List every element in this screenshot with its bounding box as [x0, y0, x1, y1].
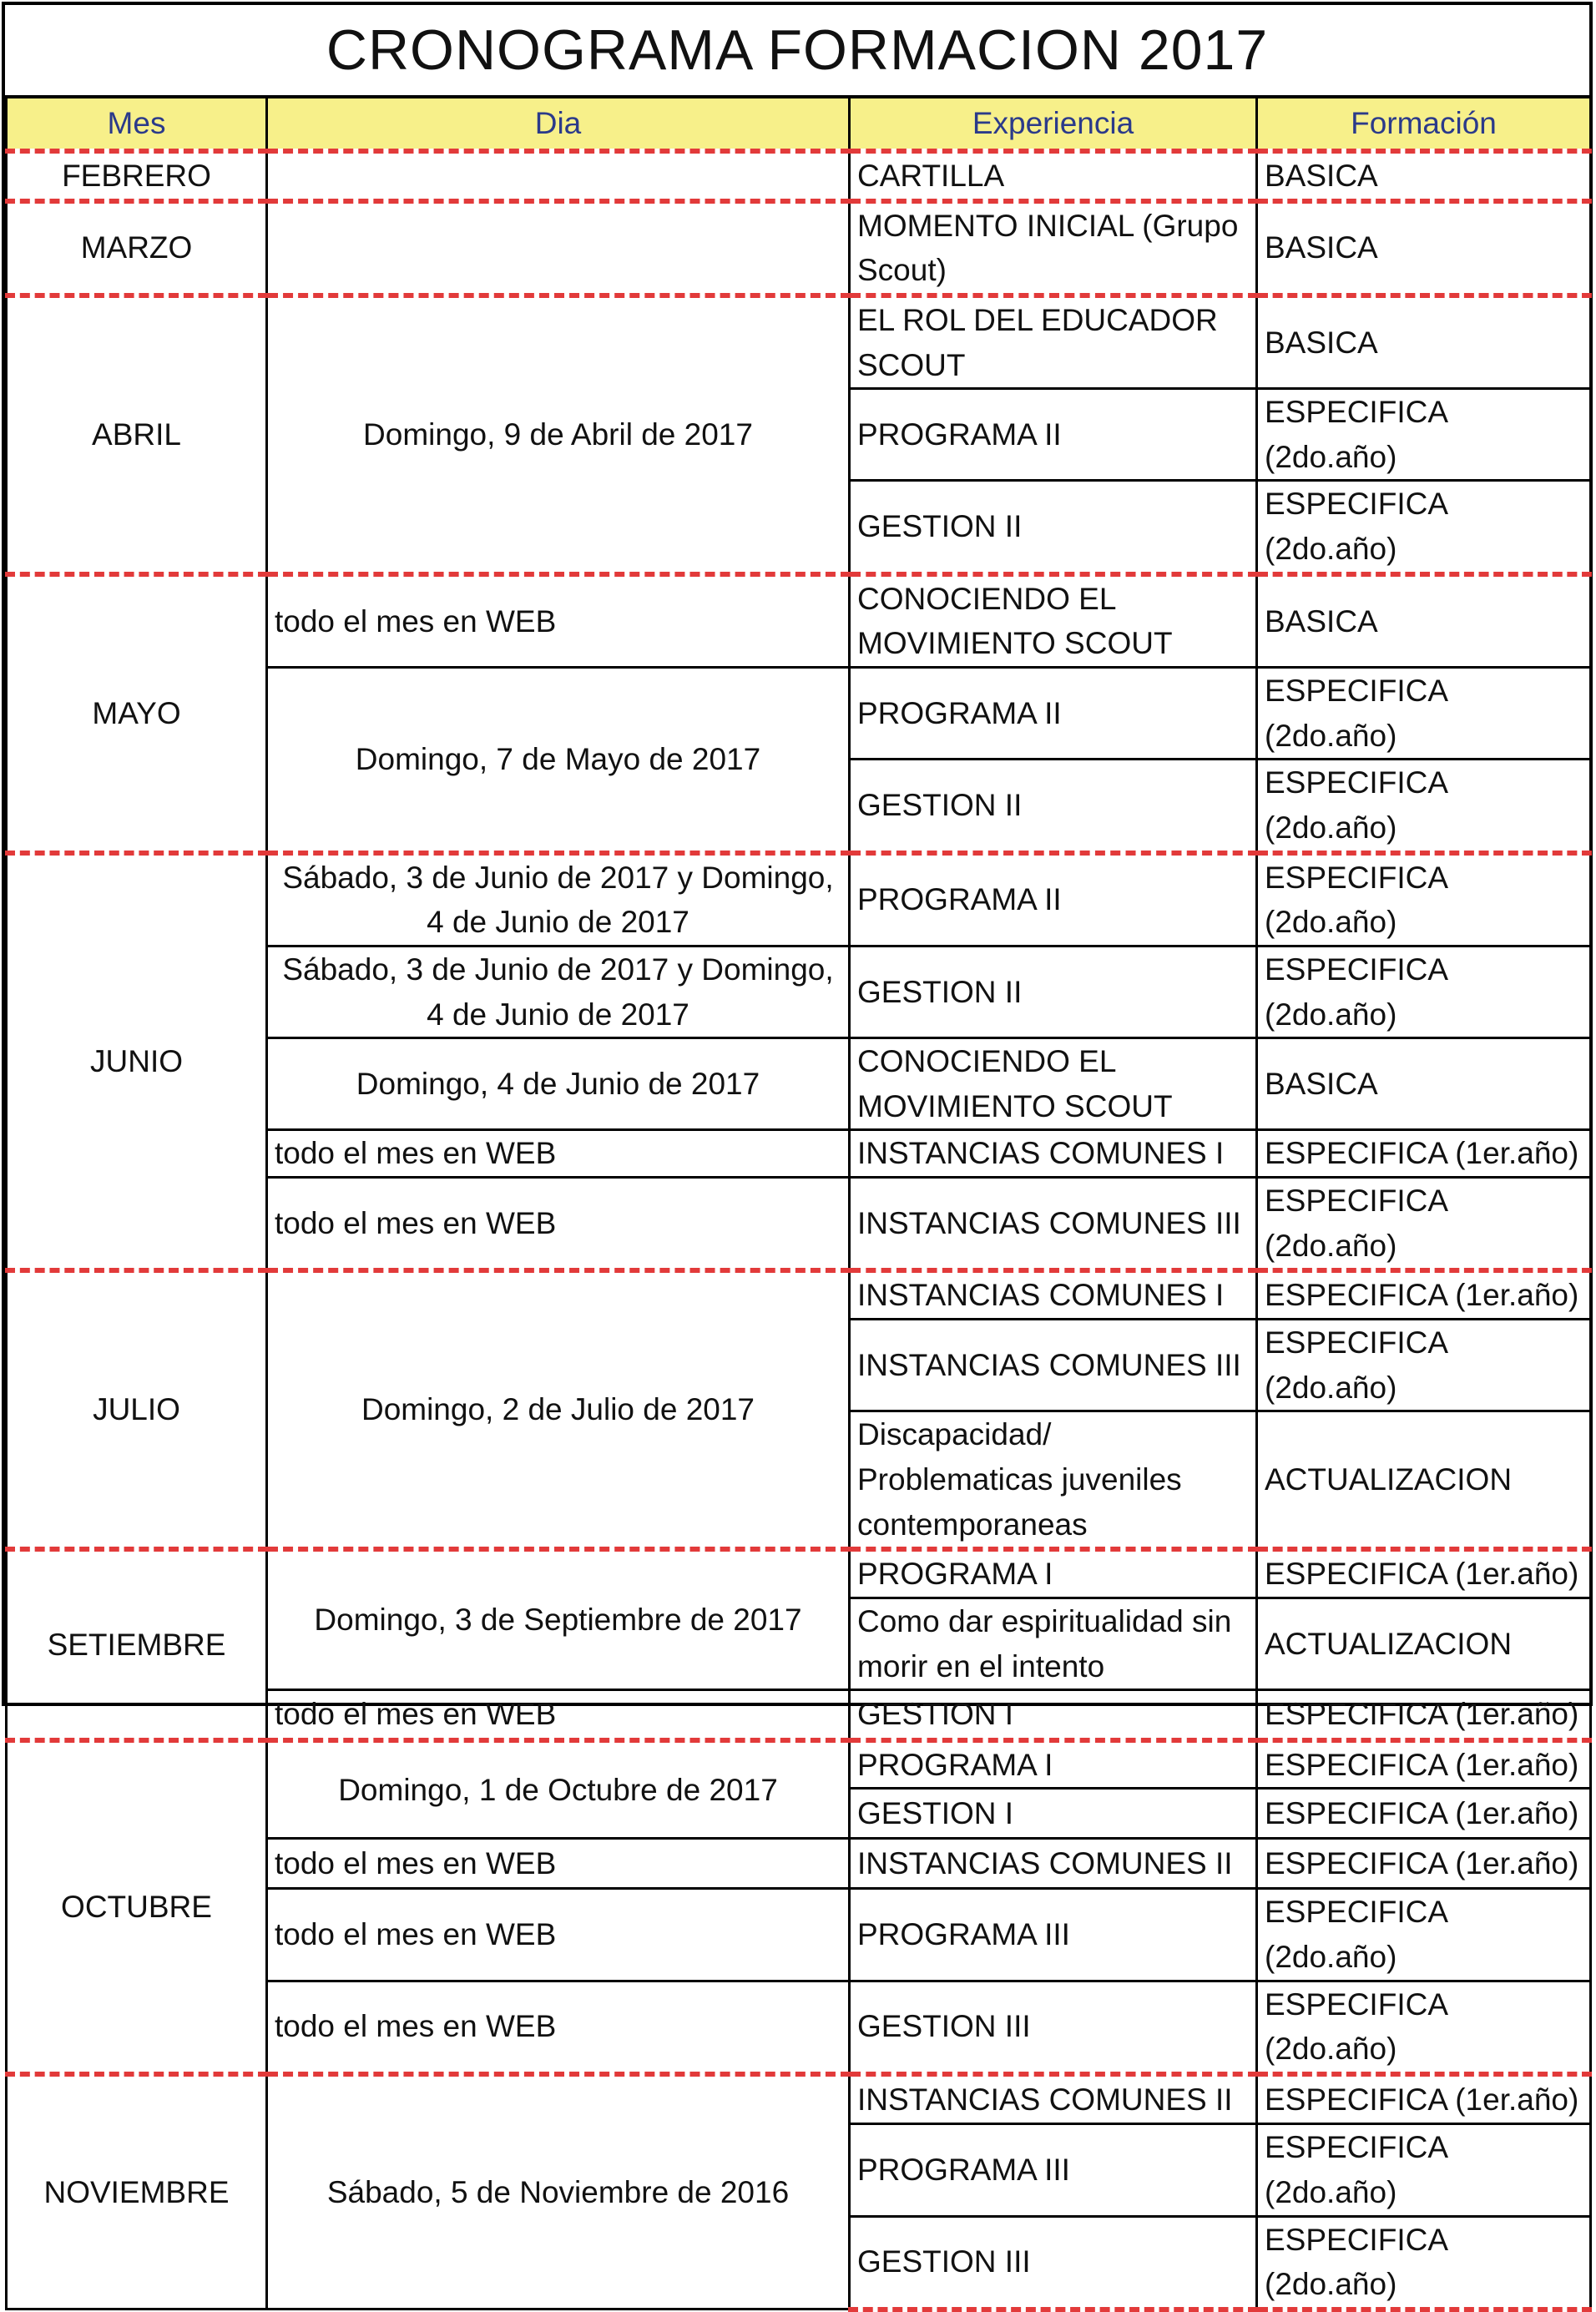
- day-cell: Domingo, 3 de Septiembre de 2017: [267, 1549, 850, 1689]
- day-cell: Domingo, 7 de Mayo de 2017: [267, 668, 850, 853]
- formation-cell: BASICA: [1257, 1038, 1591, 1130]
- experience-cell: PROGRAMA II: [850, 668, 1257, 760]
- table-row: [7, 1740, 1591, 1789]
- table-row: [7, 151, 1591, 201]
- experience-cell: GESTION I: [850, 1690, 1257, 1740]
- formation-cell: ESPECIFICA (2do.año): [1257, 1981, 1591, 2074]
- formation-cell: ESPECIFICA (1er.año): [1257, 1549, 1591, 1598]
- month-cell: SETIEMBRE: [7, 1549, 267, 1739]
- formation-cell: ESPECIFICA (2do.año): [1257, 853, 1591, 947]
- formation-cell: ACTUALIZACION: [1257, 1598, 1591, 1689]
- experience-cell: CONOCIENDO EL MOVIMIENTO SCOUT: [850, 1038, 1257, 1130]
- experience-cell: CARTILLA: [850, 151, 1257, 201]
- formation-cell: ESPECIFICA (2do.año): [1257, 1178, 1591, 1271]
- day-cell: Domingo, 9 de Abril de 2017: [267, 295, 850, 574]
- experience-cell: MOMENTO INICIAL (Grupo Scout): [850, 201, 1257, 295]
- month-cell: OCTUBRE: [7, 1740, 267, 2074]
- table-row: [7, 1270, 1591, 1319]
- experience-cell: INSTANCIAS COMUNES II: [850, 2074, 1257, 2124]
- formation-cell: ESPECIFICA (2do.año): [1257, 1320, 1591, 1411]
- formation-cell: ESPECIFICA (2do.año): [1257, 668, 1591, 760]
- day-cell: todo el mes en WEB: [267, 1178, 850, 1271]
- page-title: CRONOGRAMA FORMACION 2017: [326, 18, 1269, 82]
- experience-cell: CONOCIENDO EL MOVIMIENTO SCOUT: [850, 574, 1257, 668]
- schedule-table: [5, 95, 1592, 2312]
- formation-cell: ESPECIFICA (2do.año): [1257, 2124, 1591, 2216]
- experience-cell: PROGRAMA II: [850, 389, 1257, 481]
- experience-cell: EL ROL DEL EDUCADOR SCOUT: [850, 295, 1257, 389]
- formation-cell: BASICA: [1257, 574, 1591, 668]
- formation-cell: ESPECIFICA (2do.año): [1257, 1889, 1591, 1981]
- formation-cell: ACTUALIZACION: [1257, 1411, 1591, 1549]
- formation-cell: ESPECIFICA (2do.año): [1257, 389, 1591, 481]
- experience-cell: PROGRAMA III: [850, 1889, 1257, 1981]
- month-cell: NOVIEMBRE: [7, 2074, 267, 2309]
- formation-cell: ESPECIFICA (1er.año): [1257, 2074, 1591, 2124]
- day-cell: todo el mes en WEB: [267, 1889, 850, 1981]
- formation-cell: BASICA: [1257, 151, 1591, 201]
- header-mes: Mes: [7, 97, 267, 151]
- table-row: [7, 2074, 1591, 2124]
- table-row: [7, 1549, 1591, 1598]
- month-cell: MARZO: [7, 201, 267, 295]
- experience-cell: INSTANCIAS COMUNES I: [850, 1130, 1257, 1178]
- formation-cell: ESPECIFICA (2do.año): [1257, 760, 1591, 853]
- formation-cell: ESPECIFICA (2do.año): [1257, 946, 1591, 1037]
- formation-cell: ESPECIFICA (2do.año): [1257, 481, 1591, 574]
- header-dia: Dia: [267, 97, 850, 151]
- day-cell: todo el mes en WEB: [267, 1690, 850, 1740]
- formation-cell: ESPECIFICA (1er.año): [1257, 1690, 1591, 1740]
- experience-cell: PROGRAMA II: [850, 853, 1257, 947]
- experience-cell: GESTION II: [850, 481, 1257, 574]
- month-cell: JULIO: [7, 1270, 267, 1549]
- table-row: [7, 295, 1591, 389]
- day-cell: Sábado, 3 de Junio de 2017 y Domingo, 4 de Junio de 2017: [267, 946, 850, 1037]
- experience-cell: PROGRAMA III: [850, 2124, 1257, 2216]
- table-row: [7, 201, 1591, 295]
- month-cell: JUNIO: [7, 853, 267, 1271]
- day-cell: Domingo, 2 de Julio de 2017: [267, 1270, 850, 1549]
- formation-cell: ESPECIFICA (1er.año): [1257, 1789, 1591, 1839]
- experience-cell: GESTION II: [850, 946, 1257, 1037]
- experience-cell: GESTION I: [850, 1789, 1257, 1839]
- day-cell: [267, 151, 850, 201]
- day-cell: [267, 201, 850, 295]
- experience-cell: GESTION III: [850, 2216, 1257, 2309]
- formation-cell: ESPECIFICA (1er.año): [1257, 1130, 1591, 1178]
- formation-cell: BASICA: [1257, 295, 1591, 389]
- experience-cell: INSTANCIAS COMUNES III: [850, 1178, 1257, 1271]
- schedule-sheet: [2, 2, 1593, 2302]
- header-row: [7, 97, 1591, 151]
- formation-cell: BASICA: [1257, 201, 1591, 295]
- month-cell: ABRIL: [7, 295, 267, 574]
- experience-cell: INSTANCIAS COMUNES III: [850, 1320, 1257, 1411]
- header-experiencia: Experiencia: [850, 97, 1257, 151]
- header-formacion: Formación: [1257, 97, 1591, 151]
- formation-cell: ESPECIFICA (1er.año): [1257, 1839, 1591, 1889]
- day-cell: Domingo, 1 de Octubre de 2017: [267, 1740, 850, 1839]
- day-cell: Sábado, 3 de Junio de 2017 y Domingo, 4 de Junio de 2017: [267, 853, 850, 947]
- table-row: [7, 574, 1591, 668]
- formation-cell: ESPECIFICA (1er.año): [1257, 1740, 1591, 1789]
- formation-cell: ESPECIFICA (1er.año): [1257, 1270, 1591, 1319]
- experience-cell: GESTION III: [850, 1981, 1257, 2074]
- experience-cell: PROGRAMA I: [850, 1549, 1257, 1598]
- day-cell: Sábado, 5 de Noviembre de 2016: [267, 2074, 850, 2309]
- experience-cell: PROGRAMA I: [850, 1740, 1257, 1789]
- experience-cell: INSTANCIAS COMUNES I: [850, 1270, 1257, 1319]
- day-cell: todo el mes en WEB: [267, 1130, 850, 1178]
- formation-cell: ESPECIFICA (2do.año): [1257, 2216, 1591, 2309]
- month-cell: FEBRERO: [7, 151, 267, 201]
- experience-cell: Discapacidad/ Problematicas juveniles contemporaneas: [850, 1411, 1257, 1549]
- experience-cell: Como dar espiritualidad sin morir en el intento: [850, 1598, 1257, 1689]
- experience-cell: INSTANCIAS COMUNES II: [850, 1839, 1257, 1889]
- day-cell: todo el mes en WEB: [267, 1981, 850, 2074]
- table-row: [7, 853, 1591, 947]
- day-cell: Domingo, 4 de Junio de 2017: [267, 1038, 850, 1130]
- day-cell: todo el mes en WEB: [267, 574, 850, 668]
- experience-cell: GESTION II: [850, 760, 1257, 853]
- month-cell: MAYO: [7, 574, 267, 853]
- day-cell: todo el mes en WEB: [267, 1839, 850, 1889]
